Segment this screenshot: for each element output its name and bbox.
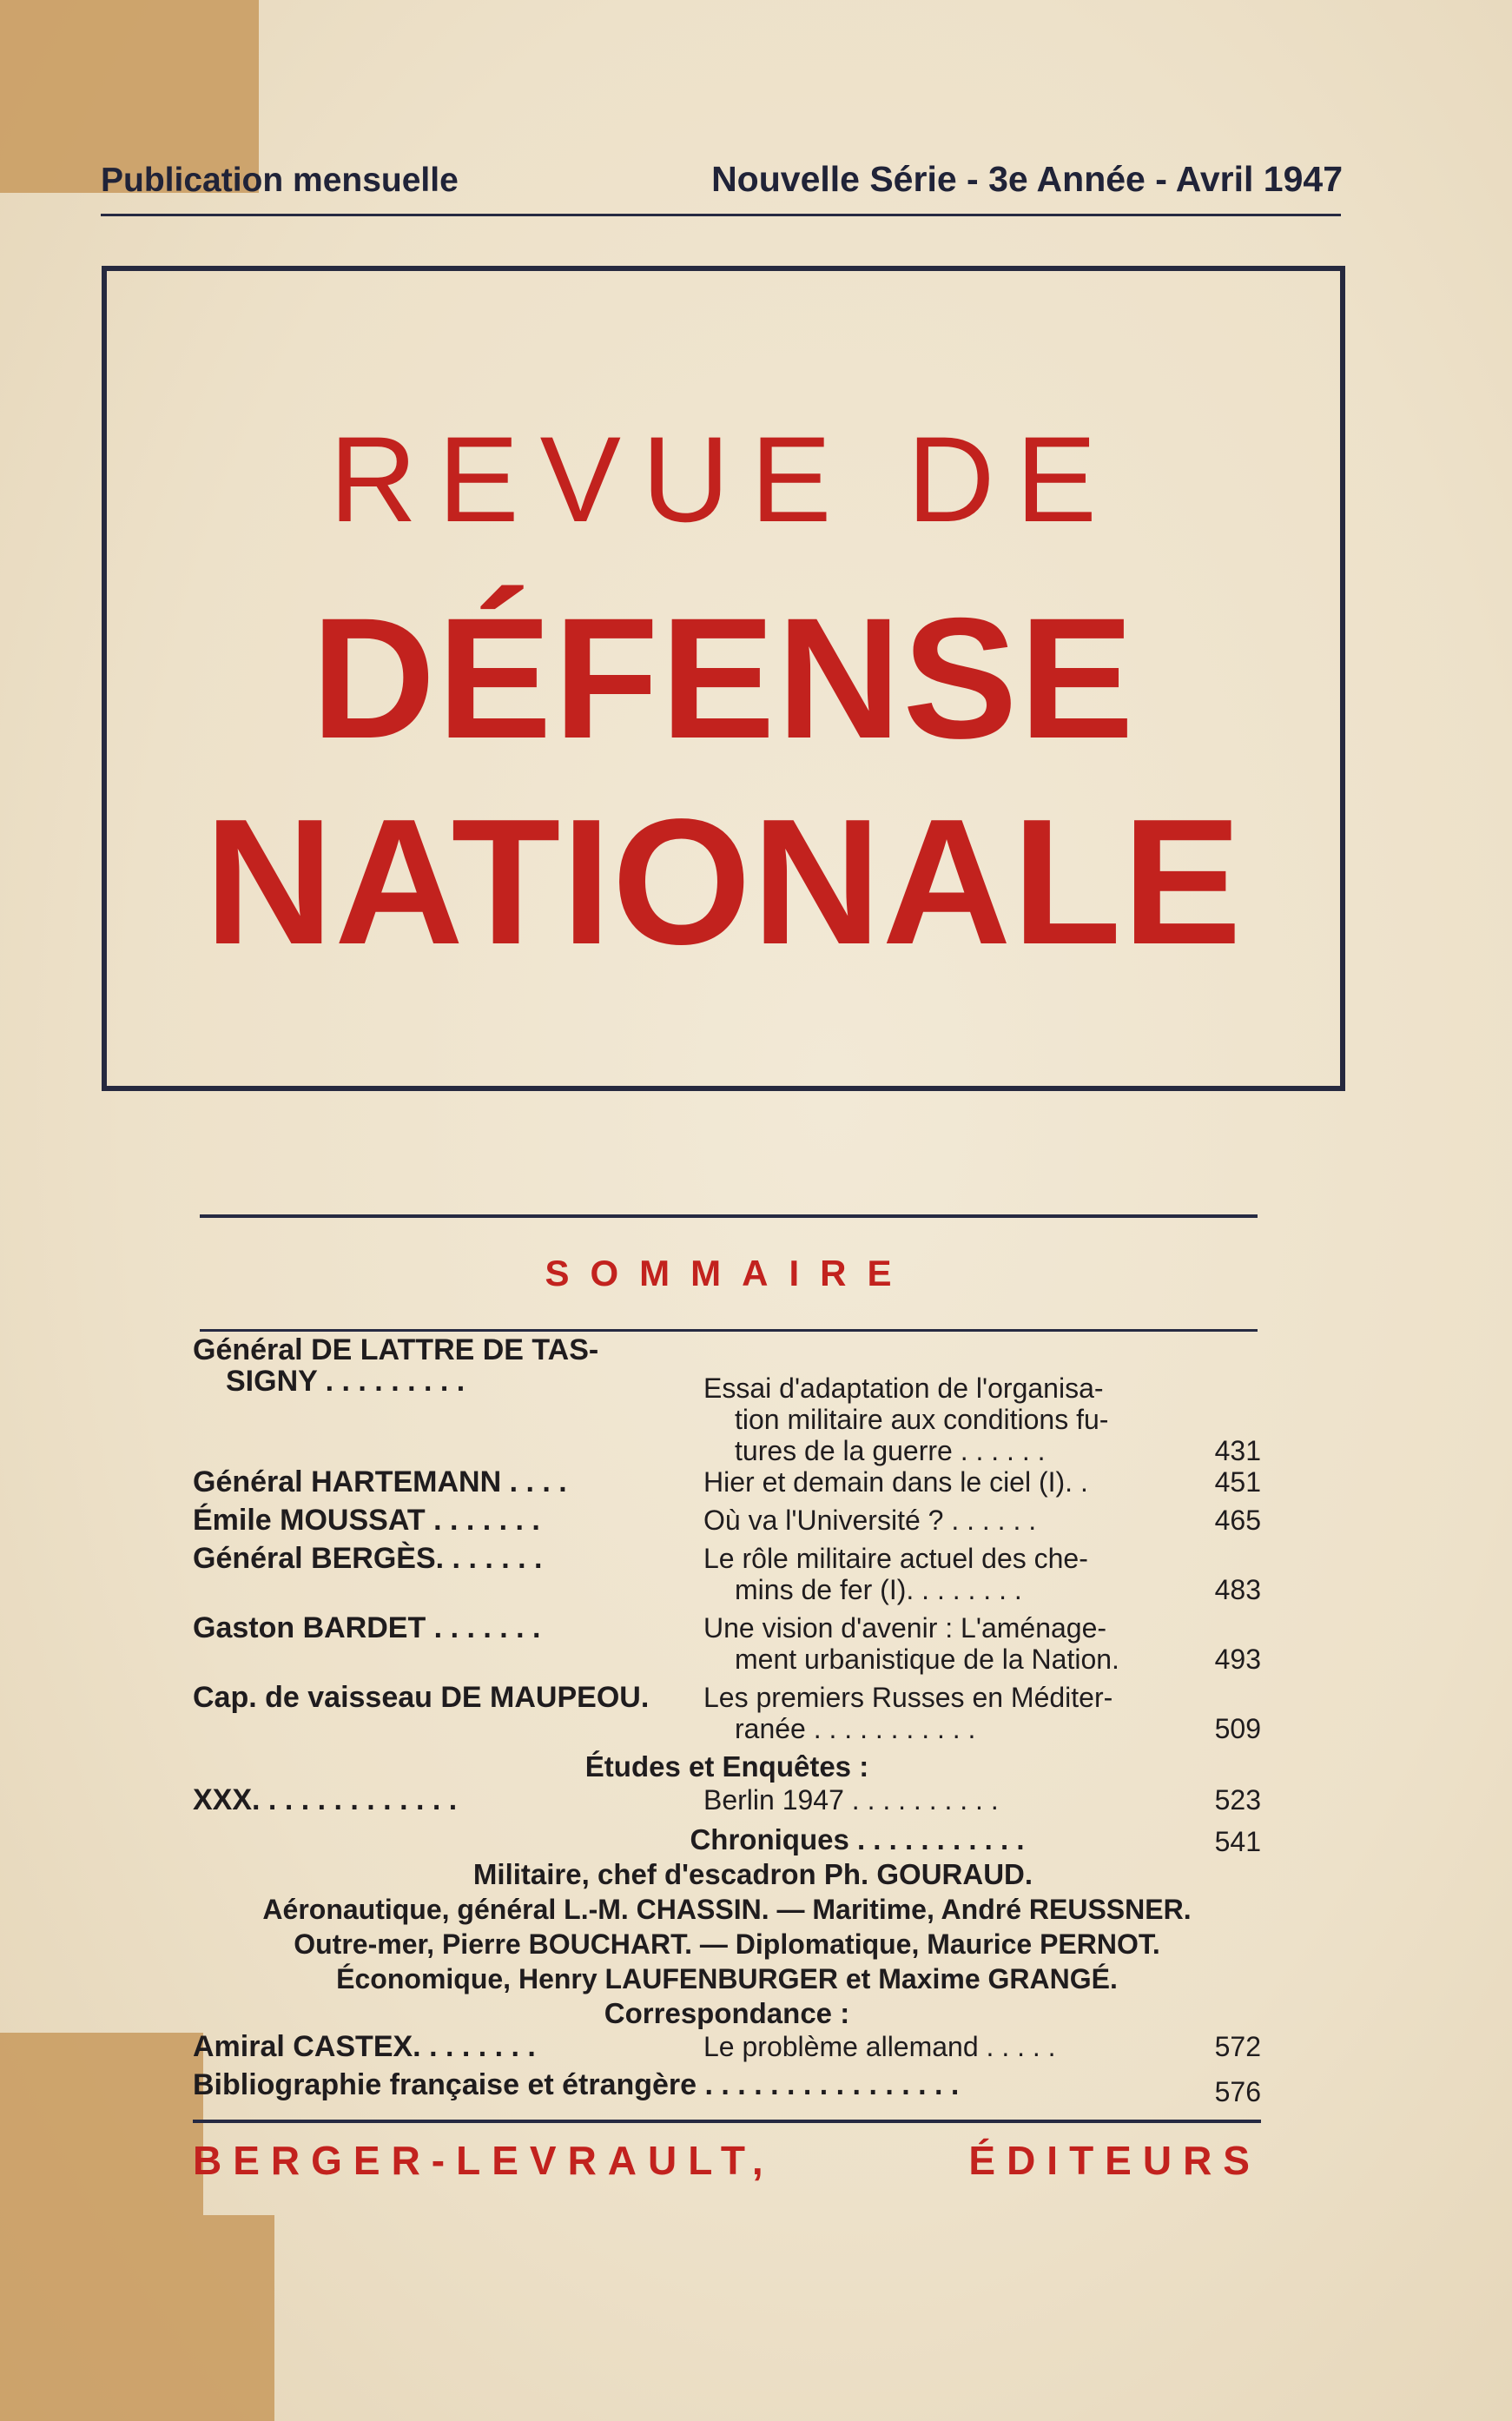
toc-page-number: 493 — [1214, 1644, 1261, 1675]
publisher-role: ÉDITEURS — [968, 2138, 1261, 2183]
toc-article-line: Essai d'adaptation de l'organisa- — [703, 1373, 1104, 1404]
title-defense: DÉFENSE — [311, 582, 1136, 774]
toc-article — [703, 1682, 1261, 1744]
toc-article — [703, 2031, 1261, 2062]
toc-article-line: tion militaire aux conditions fu- — [735, 1404, 1109, 1435]
table-of-contents — [193, 1334, 1261, 2107]
toc-author: XXX. . . . . . . . . . . . . — [193, 1783, 458, 1816]
toc-entry — [193, 1334, 1261, 1466]
toc-page-number: 451 — [1214, 1466, 1261, 1498]
toc-page-number: 483 — [1214, 1574, 1261, 1605]
toc-author-line: Général DE LATTRE DE TAS- — [193, 1333, 599, 1366]
toc-page-number: 431 — [1214, 1435, 1261, 1466]
toc-entry-bibliographie — [193, 2069, 1261, 2107]
publisher-name: BERGER-LEVRAULT, — [193, 2138, 775, 2183]
title-nationale: NATIONALE — [204, 782, 1243, 982]
toc-page-number: 572 — [1214, 2031, 1261, 2062]
toc-author: Cap. de vaisseau DE MAUPEOU. — [193, 1681, 650, 1714]
toc-article-line: Hier et demain dans le ciel (I). . — [703, 1466, 1088, 1498]
toc-author: Bibliographie française et étrangère . . . . . . . . . . . . . . . . — [193, 2068, 960, 2101]
toc-author: Amiral CASTEX. . . . . . . . — [193, 2030, 536, 2063]
toc-article-line: mins de fer (I). . . . . . . . — [735, 1574, 1022, 1605]
title-frame — [102, 266, 1345, 1091]
chroniques-line: Outre-mer, Pierre BOUCHART. — Diplomatique, Maurice PERNOT. — [294, 1928, 1160, 1960]
toc-entry — [193, 1505, 1261, 1543]
chroniques-line: Aéronautique, général L.-M. CHASSIN. — Maritime, André REUSSNER. — [262, 1894, 1192, 1925]
toc-page-number: 523 — [1214, 1784, 1261, 1816]
toc-article-line: Le problème allemand . . . . . — [703, 2031, 1056, 2062]
toc-entry — [193, 2031, 1261, 2069]
toc-entry — [193, 1543, 1261, 1612]
tape-stain-bottom — [0, 2033, 203, 2215]
toc-article-line: Les premiers Russes en Méditer- — [703, 1682, 1113, 1713]
toc-article — [703, 1543, 1261, 1605]
toc-page-number: 465 — [1214, 1505, 1261, 1536]
toc-entry — [193, 1466, 1261, 1505]
publisher-line — [193, 2137, 1261, 2184]
toc-article-line: ranée . . . . . . . . . . . — [735, 1713, 976, 1744]
toc-author: Général HARTEMANN . . . . — [193, 1465, 567, 1498]
chroniques-line: Économique, Henry LAUFENBURGER et Maxime GRANGÉ. — [336, 1963, 1118, 1994]
sommaire-bottom-rule — [200, 1329, 1258, 1332]
issue-info: Nouvelle Série - 3e Année - Avril 1947 — [711, 159, 1343, 199]
toc-article — [703, 1612, 1261, 1675]
title-revue-de: REVUE DE — [329, 411, 1118, 547]
toc-article — [703, 1505, 1261, 1536]
sommaire-top-rule — [200, 1214, 1258, 1218]
toc-entry — [193, 1784, 1261, 1822]
toc-article-line: ment urbanistique de la Nation. — [735, 1644, 1119, 1675]
toc-page-number: 509 — [1214, 1713, 1261, 1744]
publisher-rule — [193, 2120, 1261, 2123]
toc-author: Général BERGÈS. . . . . . . — [193, 1542, 543, 1575]
toc-author: Émile MOUSSAT . . . . . . . — [193, 1504, 540, 1537]
toc-entry — [193, 1682, 1261, 1750]
toc-article-line: Où va l'Université ? . . . . . . — [703, 1505, 1037, 1536]
section-correspondance: Correspondance : — [604, 1997, 850, 2029]
toc-article — [703, 1784, 1261, 1816]
publication-frequency: Publication mensuelle — [101, 162, 459, 199]
toc-article — [703, 1334, 1261, 1466]
toc-article-line: Le rôle militaire actuel des che- — [703, 1543, 1088, 1574]
toc-article-line: tures de la guerre . . . . . . — [735, 1435, 1046, 1466]
chroniques-label: Chroniques . . . . . . . . . . . — [690, 1823, 1025, 1855]
toc-article-line: Une vision d'avenir : L'aménage- — [703, 1612, 1107, 1644]
sommaire-heading: SOMMAIRE — [545, 1253, 913, 1293]
toc-entry — [193, 1612, 1261, 1682]
toc-author: Gaston BARDET . . . . . . . — [193, 1611, 541, 1644]
chroniques-line: Militaire, chef d'escadron Ph. GOURAUD. — [472, 1858, 1033, 1890]
tape-stain-corner — [0, 2215, 274, 2421]
toc-page-number: 576 — [1214, 2076, 1261, 2107]
toc-author — [193, 1334, 662, 1397]
toc-author-line: SIGNY . . . . . . . . . — [226, 1365, 465, 1398]
toc-page-number: 541 — [1214, 1826, 1261, 1857]
section-etudes: Études et Enquêtes : — [584, 1750, 869, 1783]
toc-article — [703, 1466, 1261, 1498]
toc-article-line: Berlin 1947 . . . . . . . . . . — [703, 1784, 999, 1816]
header-rule — [101, 214, 1341, 216]
section-chroniques — [193, 1822, 1261, 1857]
